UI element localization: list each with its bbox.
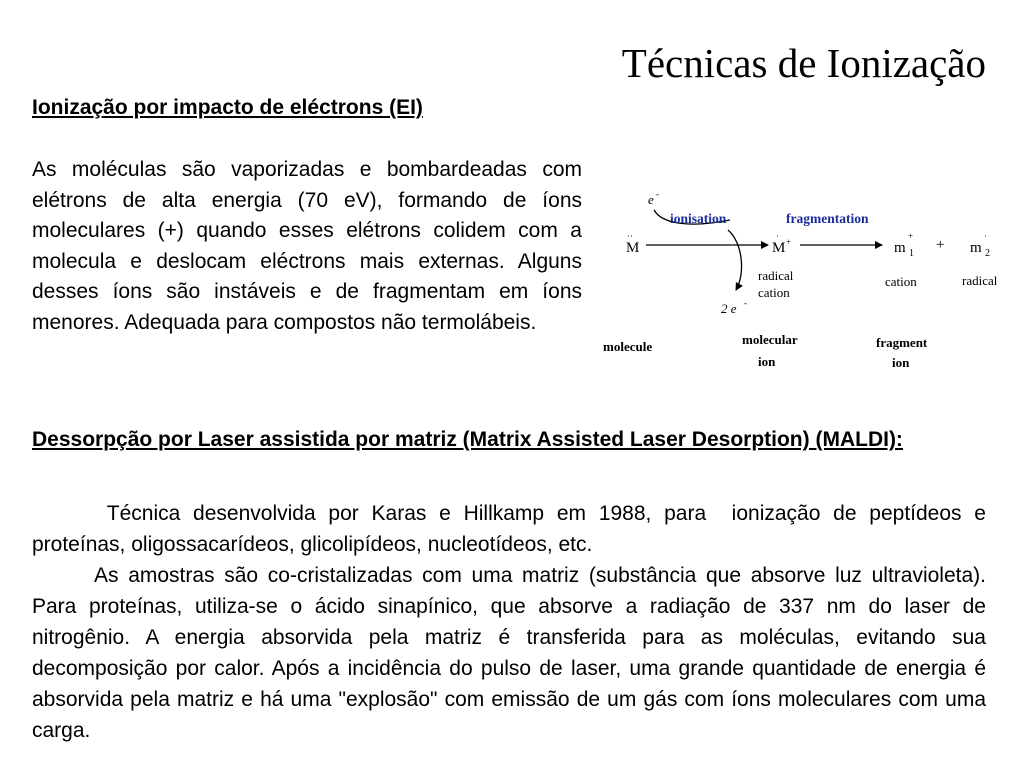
fragment1-index: 1 <box>909 248 914 259</box>
fragment2-index: 2 <box>985 248 990 259</box>
electron-path-out <box>728 230 742 290</box>
electron-in-charge: - <box>656 189 659 199</box>
maldi-paragraph-2: As amostras são co-cristalizadas com uma matriz (substância que absorve luz ultravioleta). Para proteínas, utiliza-se o ácido sinapínico, que absorve a radiação de 337 nm do laser de nitrogênio. A energia absorvida pela matriz é transferida para as moléculas, evitando sua decomposição por calor. Após a incidência do pulso de laser, uma grande quantidade de energia é absorvida pela matriz e há uma "explosão" com emissão de um gás com íons moleculares com uma carga. <box>32 564 1004 742</box>
radical-cation-line2: cation <box>758 285 790 300</box>
slide-title: Técnicas de Ionização <box>621 40 986 86</box>
ei-heading: Ionização por impacto de eléctrons (EI) <box>32 96 423 119</box>
fragment2-symbol: m <box>970 240 982 256</box>
molecular-ion-caption-line1: molecular <box>742 332 798 347</box>
molecular-ion-charge: + <box>786 237 792 247</box>
molecular-ion-symbol: M <box>772 240 786 256</box>
maldi-heading: Dessorpção por Laser assistida por matriz (Matrix Assisted Laser Desorption) (MALDI): <box>32 428 903 451</box>
molecule-lone-pair: ·· <box>627 231 633 241</box>
fragment1-symbol: m <box>894 240 906 256</box>
cation-label: cation <box>885 274 917 289</box>
maldi-paragraph-1: Técnica desenvolvida por Karas e Hillkamp em 1988, para ionização de peptídeos e proteínas, oligossacarídeos, glicolipídeos, nucleotídeos, etc. <box>32 502 992 556</box>
electrons-out-charge: - <box>744 298 747 308</box>
electrons-out-label: 2 e <box>721 301 737 316</box>
radical-cation-line1: radical <box>758 268 794 283</box>
fragment-ion-caption-line2: ion <box>892 355 910 370</box>
ei-mechanism-diagram <box>590 180 1024 390</box>
fragment-ion-caption-line1: fragment <box>876 335 928 350</box>
molecule-caption: molecule <box>603 339 653 354</box>
ionisation-label: ionisation <box>670 211 727 226</box>
molecular-ion-caption-line2: ion <box>758 354 776 369</box>
electron-in-label: e <box>648 192 654 207</box>
molecule-symbol: M <box>626 240 640 256</box>
maldi-description <box>32 498 1004 746</box>
fragment-plus: + <box>936 237 945 253</box>
ei-description: As moléculas são vaporizadas e bombardeadas com elétrons de alta energia (70 eV), formando de íons moleculares (+) quando esses elétrons colidem com a molecula e deslocam eléctrons mais externas. Alguns desses íons são instáveis e de fragmentam em íons menores. Adequada para compostos não termolábeis. <box>32 158 582 334</box>
radical-label: radical <box>962 273 998 288</box>
fragment2-radical-dot: · <box>984 231 987 241</box>
fragment1-charge: + <box>908 231 914 241</box>
fragmentation-label: fragmentation <box>786 211 869 226</box>
molecular-ion-radical-dot: · <box>776 231 779 241</box>
